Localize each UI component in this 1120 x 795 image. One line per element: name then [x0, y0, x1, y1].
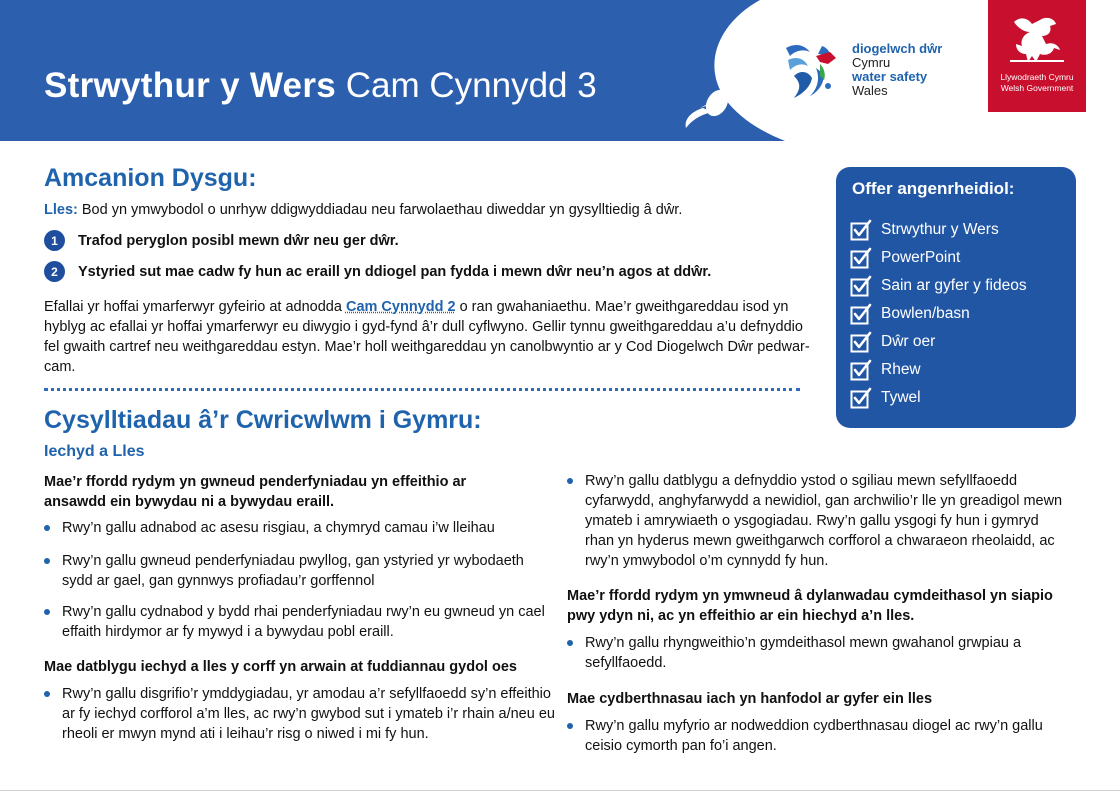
list-item-text: Rwy’n gallu cydnabod y bydd rhai penderfyniadau rwy’n eu gwneud yn cael effaith hirdymor ar fy mywyd i a bywydau pobl eraill.	[62, 604, 545, 640]
lles-line	[44, 202, 682, 218]
bullet-dot	[44, 558, 50, 564]
equipment-item-label: Tywel	[881, 389, 921, 406]
list-item	[567, 716, 1077, 756]
equipment-box	[836, 167, 1076, 428]
bullet-dot	[44, 691, 50, 697]
bullet-dot	[567, 640, 573, 646]
list-item	[44, 518, 554, 538]
list-item-text: Rwy’n gallu rhyngweithio’n gymdeithasol mewn gwahanol grwpiau a sefyllfaoedd.	[585, 635, 1022, 671]
page-bottom-edge	[0, 790, 1120, 791]
differentiation-paragraph	[44, 297, 816, 377]
ws-line-2: Cymru	[852, 55, 891, 70]
government-wordmark	[988, 72, 1086, 94]
water-safety-wordmark	[852, 42, 942, 98]
page-title-stage: Cam Cynnydd 3	[345, 66, 597, 105]
checkbox-checked-icon	[850, 303, 872, 325]
objectives-heading: Amcanion Dysgu:	[44, 164, 257, 192]
list-item	[44, 602, 554, 642]
page-title-main: Strwythur y Wers	[44, 66, 337, 105]
equipment-item	[850, 387, 921, 409]
equipment-item	[850, 303, 970, 325]
water-splash-icon	[780, 38, 850, 108]
cam-cynnydd-2-link[interactable]: Cam Cynnydd 2	[345, 299, 456, 315]
statement-heading: Mae’r ffordd rydym yn gwneud penderfyniadau yn effeithio ar ansawdd ein bywydau ni a bywydau eraill.	[44, 474, 467, 510]
statement-heading: Mae cydberthnasau iach yn hanfodol ar gyfer ein lles	[567, 691, 933, 707]
checkbox-checked-icon	[850, 359, 872, 381]
list-item	[44, 684, 559, 744]
equipment-item	[850, 275, 1027, 297]
gov-line-2: Welsh Government	[1000, 83, 1074, 93]
gov-line-1: Llywodraeth Cymru	[1000, 72, 1074, 82]
objective-number: 2	[44, 261, 65, 282]
page-title	[44, 66, 597, 106]
ws-line-3: water safety	[852, 69, 928, 84]
list-item	[44, 551, 554, 591]
equipment-item-label: Sain ar gyfer y fideos	[881, 277, 1027, 294]
objective-item	[44, 230, 399, 251]
list-item-text: Rwy’n gallu disgrifio’r ymddygiadau, yr amodau a’r sefyllfaoedd sy’n effeithio ar fy iechyd corfforol a’m lles, ac rwy’n gwybod sut i ymateb i’r rhain a/neu eu rheoli er mwyn mynd ati i leihau’r risg o niwed i mi fy hun.	[62, 686, 555, 742]
equipment-item	[850, 359, 921, 381]
checkbox-checked-icon	[850, 275, 872, 297]
list-item-text: Rwy’n gallu myfyrio ar nodweddion cydberthnasau diogel ac rwy’n gallu ceisio cymorth pan fo’i angen.	[585, 718, 1043, 754]
list-item-text: Rwy’n gallu adnabod ac asesu risgiau, a chymryd camau i’w lleihau	[62, 520, 495, 536]
equipment-item-label: Rhew	[881, 361, 921, 378]
curriculum-subheading: Iechyd a Lles	[44, 443, 145, 460]
list-item-text: Rwy’n gallu gwneud penderfyniadau pwyllog, gan ystyried yr wybodaeth sydd ar gael, gan gynnwys profiadau’r gorffennol	[62, 553, 524, 589]
list-item-text: Rwy’n gallu datblygu a defnyddio ystod o sgiliau mewn sefyllfaoedd cyfarwydd, anghyfarwydd a newidiol, gan archwilio’r lle yn greadigol mewn ymateb i amrywiaeth o ysgogiadau. Rwy’n gallu ysgogi fy hun i gymryd rhan yn hyderus mewn gweithgarwch corfforol a chwaraeon rheolaidd, ac rwy’n ymwybodol o’m cynnydd fy hun.	[585, 473, 1063, 569]
page-header	[0, 0, 1120, 141]
checkbox-checked-icon	[850, 247, 872, 269]
equipment-item-label: Bowlen/basn	[881, 305, 970, 322]
para-text-before: Efallai yr hoffai ymarferwyr gyfeirio at adnodda	[44, 299, 346, 315]
equipment-item	[850, 247, 960, 269]
objective-item	[44, 261, 711, 282]
list-item	[567, 471, 1065, 571]
equipment-item-label: PowerPoint	[881, 249, 961, 266]
list-item	[567, 633, 1065, 673]
lles-tag: Lles:	[44, 202, 78, 218]
equipment-item	[850, 219, 999, 241]
bullet-dot	[567, 723, 573, 729]
checkbox-checked-icon	[850, 219, 872, 241]
bullet-dot	[44, 525, 50, 531]
statement-heading: Mae datblygu iechyd a lles y corff yn arwain at fuddiannau gydol oes	[44, 659, 517, 675]
curriculum-heading: Cysylltiadau â’r Cwricwlwm i Gymru:	[44, 406, 482, 434]
objective-text: Ystyried sut mae cadw fy hun ac eraill yn ddiogel pan fydda i mewn dŵr neu’n agos at ddŵr.	[78, 263, 712, 280]
checkbox-checked-icon	[850, 387, 872, 409]
para-text-after: o ran gwahaniaethu. Mae’r gweithgareddau isod yn hyblyg ac efallai yr hoffai ymarferwyr eu diwygio i gyd-fynd â’r dull cyflwyno. Gellir tynnu gweithgareddau a’u defnyddio fel gwaith cartref neu weithgareddau estyn. Mae’r holl weithgareddau yn canolbwyntio ar y Cod Diogelwch Dŵr pedwar-cam.	[44, 299, 810, 375]
ws-line-4: Wales	[852, 83, 888, 98]
water-safety-logo	[780, 38, 980, 108]
welsh-government-logo	[988, 0, 1086, 112]
bullet-dot	[567, 478, 573, 484]
lles-text: Bod yn ymwybodol o unrhyw ddigwyddiadau neu farwolaethau diweddar yn gysylltiedig â dŵr.	[77, 202, 683, 218]
bullet-dot	[44, 609, 50, 615]
equipment-item-label: Dŵr oer	[881, 333, 936, 350]
statement-heading: Mae’r ffordd rydym yn ymwneud â dylanwadau cymdeithasol yn siapio pwy ydyn ni, ac yn effeithio ar ein hiechyd a’n lles.	[567, 588, 1053, 624]
objective-text: Trafod peryglon posibl mewn dŵr neu ger dŵr.	[78, 232, 399, 249]
equipment-item	[850, 331, 935, 353]
dragon-icon	[1006, 12, 1068, 68]
section-divider	[44, 388, 800, 391]
equipment-title: Offer angenrheidiol:	[852, 179, 1015, 198]
ws-line-1: diogelwch dŵr	[852, 41, 943, 56]
equipment-item-label: Strwythur y Wers	[881, 221, 999, 238]
objective-number: 1	[44, 230, 65, 251]
checkbox-checked-icon	[850, 331, 872, 353]
